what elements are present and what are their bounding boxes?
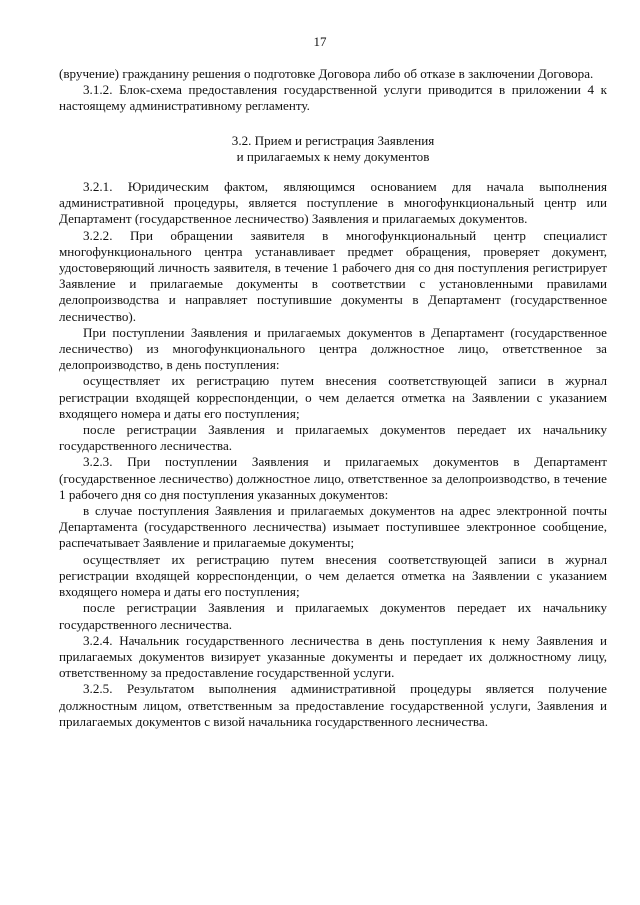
page-number: 17 [313, 34, 327, 49]
spacer [59, 115, 607, 133]
section-heading-line-2: и прилагаемых к нему документов [236, 148, 430, 164]
paragraph-3-2-5: 3.2.5. Результатом выполнения административной процедуры является получение должностным лицом, ответственным за предоставление государственной услуги, Заявления и прилагаемых документов с визой начальника государственного лесничества. [59, 681, 607, 729]
list-item: осуществляет их регистрацию путем внесения соответствующей записи в журнал регистрации входящей корреспонденции, о чем делается отметка на Заявлении с указанием входящего номера и даты его поступления; [59, 551, 607, 600]
spacer [59, 165, 607, 179]
paragraph-3-2-4: 3.2.4. Начальник государственного лесничества в день поступления к нему Заявления и прилагаемых документов визирует указанные документы и передает их должностному лицу, ответственному за предоставление государственной услуги. [59, 632, 607, 681]
paragraph-3-2-1: 3.2.1. Юридическим фактом, являющимся основанием для начала выполнения административной процедуры, является поступление в многофункциональный центр или Департамент (государственное лесничество) Заявления и прилагаемых документов. [59, 179, 607, 227]
paragraph: (вручение) гражданину решения о подготовке Договора либо об отказе в заключении Договора. [59, 66, 594, 81]
section-heading-3-2 [59, 133, 607, 165]
list-item: после регистрации Заявления и прилагаемых документов передает их начальнику государственного лесничества. [59, 422, 607, 454]
paragraph-3-2-2: 3.2.2. При обращении заявителя в многофункциональный центр специалист многофункционального центра устанавливает предмет обращения, проверяет документ, удостоверяющий личность заявителя, в течение 1 рабочего дня со дня поступления регистрирует Заявление и прилагаемые документы в соответствии с установленными правилами делопроизводства и направляет поступившие документы в Департамент (государственное лесничество). [59, 227, 607, 324]
paragraph-3-2-3: 3.2.3. При поступлении Заявления и прилагаемых документов в Департамент (государственное лесничество) должностное лицо, ответственное за делопроизводство, в течение 1 рабочего дня со дня поступления указанных документов: [59, 454, 607, 502]
list-item: осуществляет их регистрацию путем внесения соответствующей записи в журнал регистрации входящей корреспонденции, о чем делается отметка на Заявлении с указанием входящего номера и даты его поступления; [59, 373, 607, 421]
section-heading-line-1: 3.2. Прием и регистрация Заявления [231, 132, 435, 148]
list-item: после регистрации Заявления и прилагаемых документов передает их начальнику государственного лесничества. [59, 600, 607, 632]
document-body [59, 66, 607, 730]
paragraph: При поступлении Заявления и прилагаемых документов в Департамент (государственное лесничество) из многофункционального центра должностное лицо, ответственное за делопроизводство, в день поступления: [59, 324, 607, 373]
paragraph-3-1-2: 3.1.2. Блок-схема предоставления государственной услуги приводится в приложении 4 к настоящему административному регламенту. [59, 82, 607, 114]
list-item: в случае поступления Заявления и прилагаемых документов на адрес электронной почты Департамента (государственного лесничества) изымает поступившее электронное сообщение, распечатывает Заявление и прилагаемые документы; [59, 503, 607, 551]
